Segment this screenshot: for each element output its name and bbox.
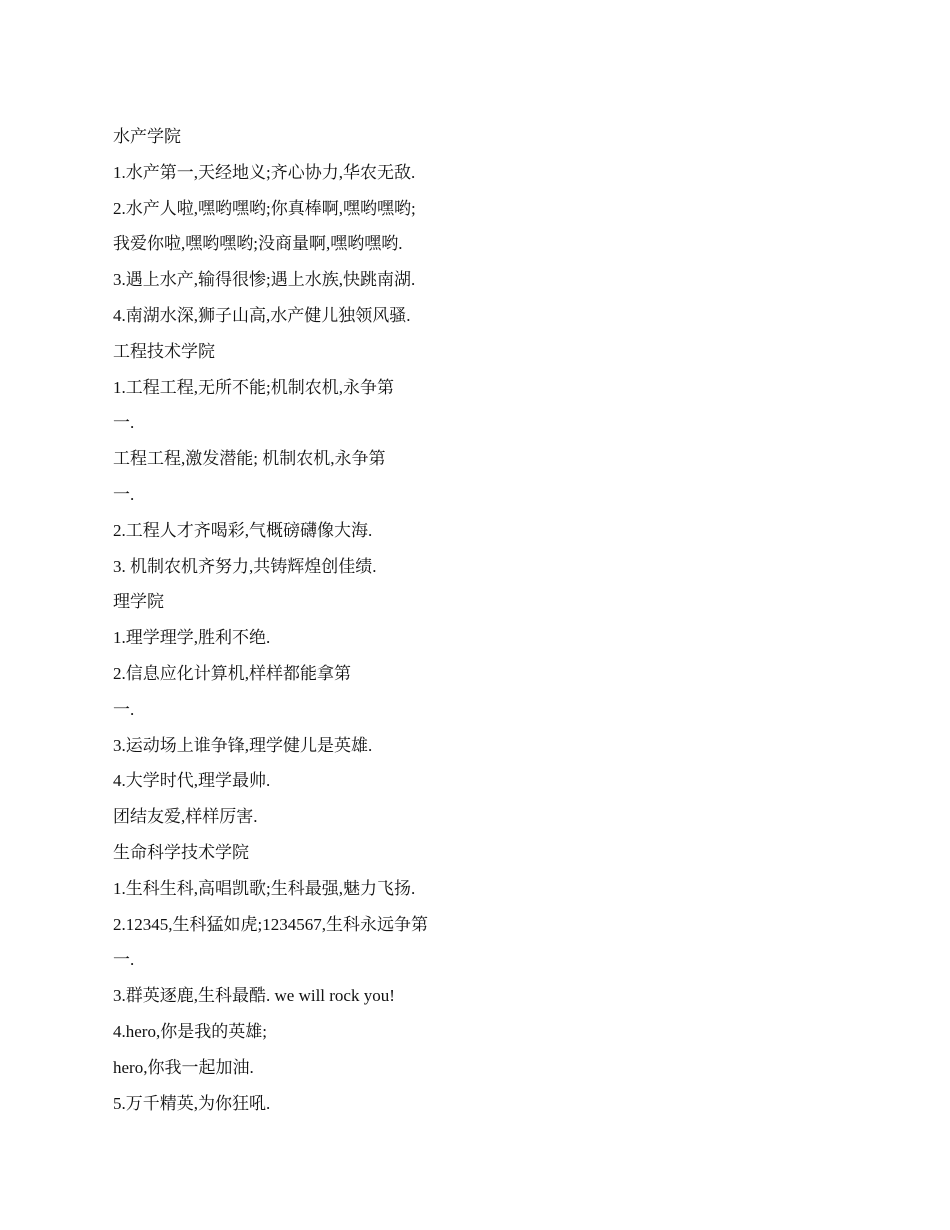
- text-line: 2.12345,生科猛如虎;1234567,生科永远争第: [113, 914, 428, 934]
- section-life-science: [113, 835, 913, 1121]
- text-line: 3.运动场上谁争锋,理学健儿是英雄.: [113, 735, 373, 755]
- text-line: 4.hero,你是我的英雄;: [113, 1021, 267, 1041]
- text-line: 一.: [113, 950, 135, 970]
- document-page: [113, 119, 913, 1121]
- section-heading: 水产学院: [113, 127, 181, 146]
- section-aquaculture: [113, 119, 913, 334]
- text-line: 一.: [113, 699, 135, 719]
- text-line: 2.信息应化计算机,样样都能拿第: [113, 663, 351, 683]
- text-line: 5.万千精英,为你狂吼.: [113, 1093, 271, 1113]
- section-heading: 工程技术学院: [113, 341, 215, 361]
- text-line: 工程工程,激发潜能; 机制农机,永争第: [113, 449, 386, 469]
- text-line: 3.群英逐鹿,生科最酷. we will rock you!: [113, 986, 395, 1006]
- text-line: 一.: [113, 484, 135, 504]
- text-line: 2.工程人才齐喝彩,气概磅礴像大海.: [113, 520, 373, 540]
- text-line: 一.: [113, 413, 135, 433]
- text-line: 我爱你啦,嘿哟嘿哟;没商量啊,嘿哟嘿哟.: [113, 234, 403, 254]
- text-line: 3. 机制农机齐努力,共铸辉煌创佳绩.: [113, 556, 377, 576]
- section-engineering: [113, 334, 913, 585]
- section-heading: 生命科学技术学院: [113, 842, 249, 862]
- text-line: 1.水产第一,天经地义;齐心协力,华农无敌.: [113, 162, 416, 182]
- text-line: 1.理学理学,胜利不绝.: [113, 628, 271, 648]
- text-line: 1.生科生科,高唱凯歌;生科最强,魅力飞扬.: [113, 878, 416, 898]
- section-heading: 理学院: [113, 592, 164, 612]
- section-science: [113, 584, 913, 835]
- text-line: 2.水产人啦,嘿哟嘿哟;你真棒啊,嘿哟嘿哟;: [113, 198, 416, 218]
- text-line: 团结友爱,样样厉害.: [113, 807, 258, 827]
- text-line: 3.遇上水产,输得很惨;遇上水族,快跳南湖.: [113, 270, 416, 290]
- text-line: 4.大学时代,理学最帅.: [113, 771, 271, 791]
- text-line: 1.工程工程,无所不能;机制农机,永争第: [113, 377, 394, 397]
- text-line: 4.南湖水深,狮子山高,水产健儿独领风骚.: [113, 305, 411, 325]
- text-line: hero,你我一起加油.: [113, 1057, 254, 1077]
